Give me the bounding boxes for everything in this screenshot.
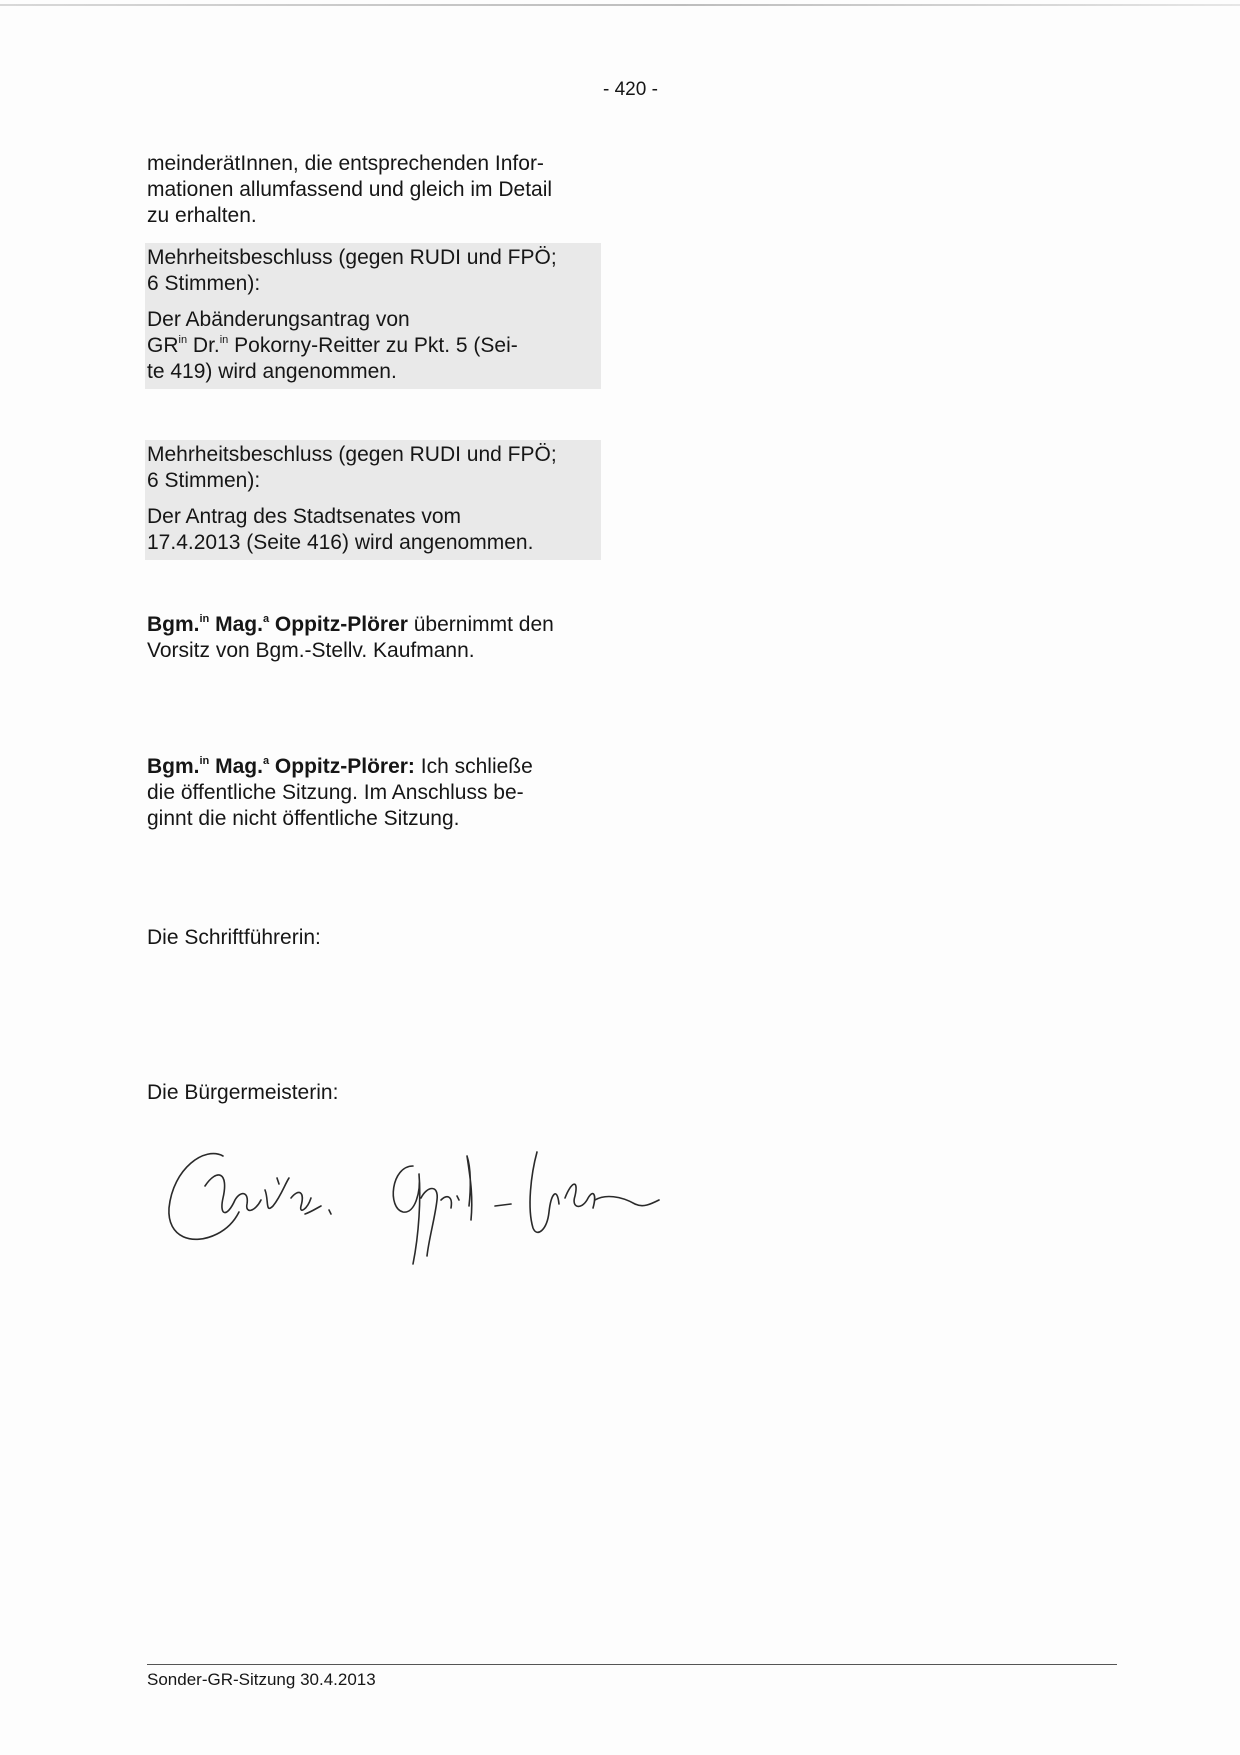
decision-text: te 419) wird angenommen. (147, 360, 397, 383)
decision-votes: 6 Stimmen): (147, 272, 261, 295)
decision-1 (145, 243, 601, 389)
text-line: die öffentliche Sitzung. Im Anschluss be- (147, 781, 524, 804)
text-line: zu erhalten. (147, 204, 257, 227)
footer-divider (147, 1664, 1117, 1665)
footer-text: Sonder-GR-Sitzung 30.4.2013 (147, 1670, 376, 1689)
decision-text: 17.4.2013 (Seite 416) wird angenommen. (147, 531, 534, 554)
text-line: Bgm.$^{in}$ Mag.$^a$ Oppitz-Plörer: Ich schließe (147, 755, 533, 778)
text-line: mationen allumfassend und gleich im Detail (147, 178, 553, 201)
decision-text: Der Antrag des Stadtsenates vom (147, 505, 462, 528)
decision-text: Der Abänderungsantrag von (147, 308, 410, 331)
page-number: - 420 - (603, 79, 658, 100)
text-line: Vorsitz von Bgm.-Stellv. Kaufmann. (147, 639, 475, 662)
handwritten-signature (165, 1138, 725, 1270)
decision-votes: 6 Stimmen): (147, 469, 261, 492)
secretary-label: Die Schriftführerin: (147, 926, 321, 949)
decision-heading: Mehrheitsbeschluss (gegen RUDI und FPÖ; (147, 246, 557, 269)
text-line: meinderätInnen, die entsprechenden Infor- (147, 152, 544, 175)
intro-paragraph (147, 151, 607, 229)
closing-paragraph (147, 754, 617, 832)
text-line: Bgm.$^{in}$ Mag.$^a$ Oppitz-Plörer übernimmt den (147, 613, 554, 636)
mayor-label: Die Bürgermeisterin: (147, 1081, 339, 1104)
decision-text: $GR^{in}$ Dr.$^{in}$ Pokorny-Reitter zu Pkt. 5 (Sei- (147, 334, 518, 357)
decision-2 (145, 440, 601, 560)
scan-edge-line (0, 4, 1240, 6)
chair-change-paragraph (147, 612, 617, 664)
text-line: ginnt die nicht öffentliche Sitzung. (147, 807, 460, 830)
decision-heading: Mehrheitsbeschluss (gegen RUDI und FPÖ; (147, 443, 557, 466)
